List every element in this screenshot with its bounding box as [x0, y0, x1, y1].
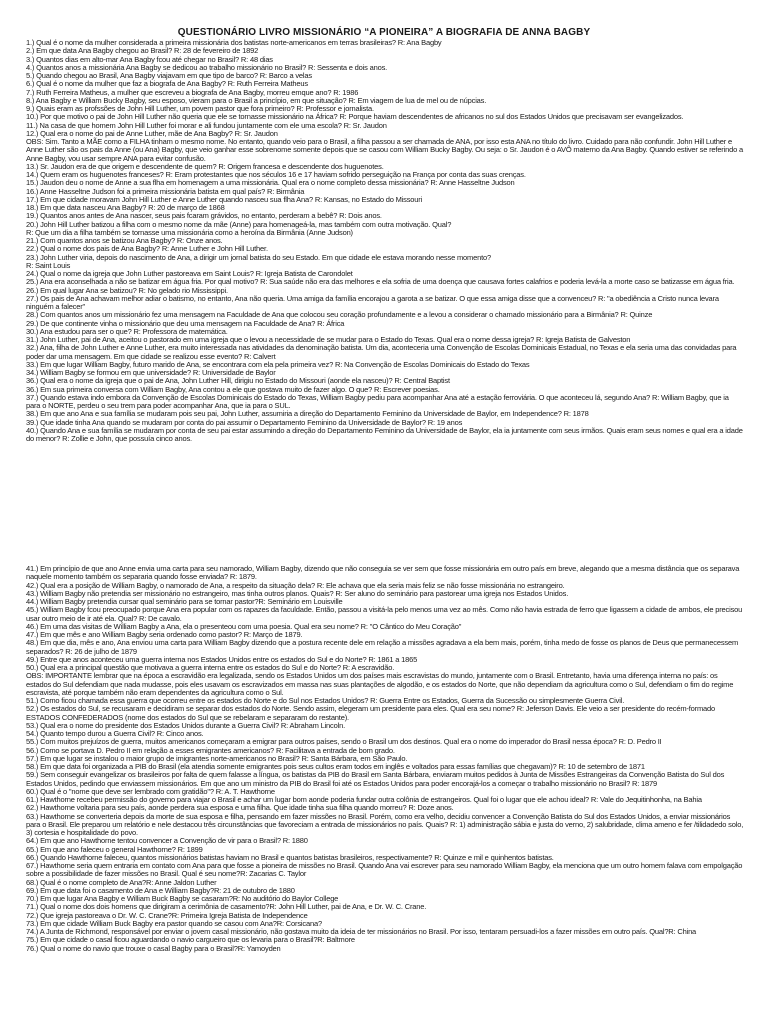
question-item: 66.) Quando Hawthorne faleceu, quantos missionários batistas haviam no Brasil e quantos batistas brasileiros, respectivamente? R: Quinze e mil e quinhentos batistas. — [26, 852, 554, 862]
question-item: 2.) Em que data Ana Bagby chegou ao Brasil? R: 28 de fevereiro de 1892 — [26, 46, 259, 56]
question-item: 76.) Qual o nome do navio que trouxe o casal Bagby para o Brasil?R: Yamoyden — [26, 943, 281, 953]
question-item: 18.) Em que data nasceu Ana Bagby? R: 20 de março de 1868 — [26, 203, 225, 212]
question-item: 41.) Em princípio de que ano Anne envia uma carta para seu namorado, William Bagby, dizendo que não conseguia se ver sem que fosse missionária em outro país em breve, alegando que a mesma distância que os separava naquele momento também os separaria quando fosse enviada? R: 1879. — [26, 564, 740, 582]
question-item: 59.) Sem conseguir evangelizar os brasileiros por falta de quem falasse a língua, os batistas da PIB do Brasil em Santa Bárbara, enviaram muitos pedidos à Junta de Missões Estrangeiras da Convenção Batista do Sul dos Estados Unidos, pedindo que enviassem missionários. Em que ano um ministro da PIB do Brasil foi até os Estados Unidos para poder encorajá-los a começar o trabalho missionário no Brasil? R: 1879 — [26, 770, 725, 788]
question-item: 47.) Em que mês e ano William Bagby seria ordenado como pastor? R: Março de 1879. — [26, 630, 303, 639]
question-item: 6.) Qual é o nome da mulher que faz a biografa de Ana Bagby? R: Ruth Ferreira Matheus — [26, 79, 308, 89]
question-item: 50.) Qual era a principal questão que motivava a guerra interna entre os estados do Sul e do Norte? R: A escravidão. — [26, 663, 395, 672]
question-item: 36.) Em sua primeira conversa com William Bagby, Ana contou a ele que gostava muito de fazer algo. O que? R: Escrever poesias. — [26, 384, 440, 394]
question-item: 30.) Ana estudou para ser o que? R: Professora de matemática. — [26, 326, 228, 336]
question-item: R: Saint Louis — [26, 260, 71, 270]
question-item: 73.) Em que cidade William Buck Bagby era pastor quando se casou com Ana?R: Corsicana? — [26, 918, 322, 928]
question-item: 54.) Quanto tempo durou a Guerra Civil? R: Cinco anos. — [26, 729, 204, 738]
question-item: 23.) John Luther viria, depois do nascimento de Ana, a dirigir um jornal batista do seu Estado. Em que cidade ele estava morando nesse momento? — [26, 252, 491, 262]
question-item: 4.) Quantos anos a missionária Ana Bagby se dedicou ao trabalho missionário no Brasil? R: Sessenta e dois anos. — [26, 62, 388, 72]
question-item: 48.) Em que dia, mês e ano, Ana enviou uma carta para William Bagby dizendo que a postura recente dele em relação a missões agradava a ela bem mais, porém, tinha medo de fosse os planos de Deus que permanecessem separados? R: 26 de julho de 1879 — [26, 638, 739, 656]
question-item: R: Que um dia a filha também se tornasse uma missionária como a heroína da Birmânia (Anne Judson) — [26, 227, 353, 237]
question-item: 63.) Hawthorne se converteria depois da morte de sua esposa e filha, pensando em fazer missões no Brasil. Porém, como era velho, decidiu convencer a Convenção Batista do Sul dos Estados Unidos, a enviar missionários para o Brasil. Ele preparou um relatório e nele destacou três circunstâncias que favoreciam a entrada de missionários no país. Quais? R: 1) administração sábia e justa do verno, 2) salubridade, clima ameno e fer /tilidadedo solo, 3) cortesia e hospitalidade do povo. — [26, 811, 744, 837]
question-item: 71.) Qual o nome dos dois homens que dirigiram a cerimônia de casamento?R: John Hill Luther, pai de Ana, e Dr. W. C. Crane. — [26, 902, 427, 912]
question-item: 29.) De que continente vinha o missionário que deu uma mensagem na Faculdade de Ana? R: África — [26, 318, 345, 328]
question-item: 11.) Na casa de que homem John Hill Luther foi morar e ali fundou juntamente com ele uma escola? R: Sr. Jaudon — [26, 120, 387, 130]
question-item: 20.) John Hill Luther batizou a filha com o mesmo nome da mãe (Anne) para homenageá-la, mas também com outra motivação. Qual? — [26, 219, 452, 229]
question-item: 31.) John Luther, pai de Ana, aceitou o pastorado em uma igreja que o levou a necessidade de se mudar para o Estado do Texas. Qual era o nome dessa igreja? R: Igreja Batista de Galveston — [26, 335, 631, 344]
question-item: 51.) Como ficou chamada essa guerra que ocorreu entre os estados do Norte e do Sul nos Estados Unidos? R: Guerra Entre os Estados, Guerra da Sucessão ou simplesmente Guerra Civil. — [26, 696, 625, 705]
question-item: 40.) Quando Ana e sua família se mudaram por conta de seu pai estar assumindo a direção do Departamento Feminino da Universidade de Baylor, ela ia juntamente com seus irmãos. Quais eram seus nomes e qual era a idade do menor? R: Zollie e John, que possuía cinco anos. — [26, 425, 743, 443]
question-item: 74.) A Junta de Richmond, responsável por enviar o jovem casal missionário, não gostava muito da ideia de ter missionários no Brasil. Por isso, tentaram persuadi-los a fazer missões em outro país. Qual?R: China — [26, 927, 697, 936]
question-item: 9.) Quais eram as profssões de John Hill Luther, um povem pastor que fora primeiro? R: Professor e jornalista. — [26, 104, 374, 113]
question-item: 49.) Entre que anos aconteceu uma guerra interna nos Estados Unidos entre os estados do Sul e do Norte? R: 1861 a 1865 — [26, 654, 418, 664]
question-item: 12.) Qual era o nome do pai de Anne Luther, mãe de Ana Bagby? R: Sr. Jaudon — [26, 128, 278, 138]
question-item: 65.) Em que ano faleceu o general Hawthorne? R: 1899 — [26, 844, 203, 854]
question-item: OBS: IMPORTANTE lembrar que na época a escravidão era legalizada, sendo os Estados Unidos um dos países mais escravistas do mundo, juntamente com o Brasil. Entretanto, havia uma diferença interna no país: os estados do Sul defendiam que nada mudasse, pois eles usavam os escravizados em massa nas suas plantações de algodão, e os estados do Norte, que não dependiam da agricultura como o Sul, defendiam o fim do regime escravista, até porque também não eram dependentes da agricultura como o Sul. — [26, 671, 734, 697]
question-item: 69.) Em que data foi o casamento de Ana e William Bagby?R: 21 de outubro de 1880 — [26, 885, 295, 895]
question-item: 32.) Ana, filha de John Luther e Anne Luther, era muito interessada nas atividades da denominação batista. Um dia, aconteceria uma Convenção de Escolas Dominicais Estadual, no Texas e ela seria uma das convidadas para poder dar uma mensagem. Em que cidade se realizou esse evento? R: Calvert — [26, 343, 737, 361]
question-item: 10.) Por que motivo o pai de John Hill Luther não queria que ele se tornasse missionário na África? R: Porque haviam descendentes de africanos no sul dos Estados Unidos que precisavam ser evangelizados. — [26, 112, 684, 122]
question-item: 52.) Os estados do Sul, se recusaram e decidiram se separar dos estados do Norte. Sendo assim, elegeram um presidente para eles. Qual era seu nome? R: Jeferson Davis. Ele veio a ser presidente do recém-formado ESTADOS CONFEDERADOS (nome dos estados do Sul que se rebelaram e separaram do restante). — [26, 704, 715, 722]
question-item: 3.) Quantos dias em alto-mar Ana Bagby fcou até chegar no Brasil? R: 48 dias — [26, 54, 273, 64]
question-item: 61.) Hawthorne recebeu permissão do governo para viajar o Brasil e achar um lugar bom aonde poderia fundar outra colônia de estrangeiros. Qual foi o lugar que ele achou ideal? R: Vale do Jequitinhonha, na Bahia — [26, 795, 702, 804]
questions-block-2 — [26, 565, 744, 953]
question-item: 39.) Que idade tinha Ana quando se mudaram por conta do pai assumir o Departamento Feminino da Universidade de Baylor? R: 19 anos — [26, 417, 463, 427]
question-item: 28.) Com quantos anos um missionário fez uma mensagem na Faculdade de Ana que colocou seu coração profundamente e a levou a considerar o chamado missionário para a Birmânia? R: Quinze — [26, 310, 653, 320]
question-item: 44.) William Bagby pretendia cursar qual seminário para se tornar pastor?R: Seminário em Louisville — [26, 597, 343, 606]
question-item: 8.) Ana Bagby e William Bucky Bagby, seu esposo, vieram para o Brasil a princípio, em que situação? R: Em viagem de lua de mel ou de núpcias. — [26, 95, 487, 105]
question-item: 37.) Quando estava indo embora da Convenção de Escolas Dominicais do Estado do Texas, William Bagby pediu para acompanhar Ana até a estação ferroviária. O que aconteceu lá, segundo Ana? R: William Bagby, que ia para o NORTE, perdeu o seu trem para poder acompanhar Ana, que ia para o SUL. — [26, 392, 729, 410]
question-item: 5.) Quando chegou ao Brasil, Ana Bagby viajavam em que tipo de barco? R: Barco a velas — [26, 71, 312, 80]
question-item: 21.) Com quantos anos se batizou Ana Bagby? R: Onze anos. — [26, 236, 223, 245]
question-item: 58.) Em que data foi organizada a PIB do Brasil (ela atendia somente emigrantes pois seus cultos eram todos em inglês e voltados para essas famílias que chegavam)? R: 10 de setembro de 1871 — [26, 762, 645, 771]
question-item: 36.) Qual era o nome da igreja que o pai de Ana, John Luther Hill, dirigiu no Estado do Missouri (aonde ela nasceu)? R: Central Baptist — [26, 376, 450, 386]
document-title: QUESTIONÁRIO LIVRO MISSIONÁRIO “A PIONEIRA” A BIOGRAFIA DE ANNA BAGBY — [177, 27, 591, 38]
question-item: 7.) Ruth Ferreira Matheus, a mulher que escreveu a biografa de Ana Bagby, morreu emque ano? R: 1986 — [26, 87, 359, 97]
questions-block-1 — [26, 39, 744, 443]
question-item: 13.) Sr. Jaudon era de que origem e descendente de quem? R: Origem francesa e descendente dos huguenotes. — [26, 161, 384, 171]
question-item: 14.) Quem eram os huguenotes franceses? R: Eram protestantes que nos séculos 16 e 17 haviam sofrido perseguição na França por conta das suas crenças. — [26, 170, 526, 179]
question-item: 17.) Em que cidade moravam John Hill Luther e Anne Luther quando nasceu sua flha Ana? R: Kansas, no Estado do Missouri — [26, 194, 423, 204]
question-item: 26.) Em qual lugar Ana se batizou? R: No gelado rio Mississippi. — [26, 285, 228, 295]
question-item: 46.) Em uma das visitas de William Bagby a Ana, ela o presenteou com uma poesia. Qual era seu nome? R: "O Cântico do Meu Coração" — [26, 621, 462, 631]
question-item: 25.) Ana era aconselhada a não se batizar em água fria. Por qual motivo? R: Sua saúde não era das melhores e ela sofria de uma doença que causava fortes calafrios e poderia levá-la a morte caso se batizasse em água fria. — [26, 277, 735, 287]
question-item: 33.) Em que lugar William Bagby, futuro marido de Ana, se encontrara com ela pela primeira vez? R: Na Convenção de Escolas Dominicais do Estado do Texas — [26, 359, 530, 369]
question-item: 75.) Em que cidade o casal ficou aguardando o navio cargueiro que os levaria para o Brasil?R: Baltmore — [26, 935, 355, 945]
question-item: 38.) Em que ano Ana e sua família se mudaram pois seu pai, John Luther, assumiria a direção do Departamento Feminino da Universidade de Baylor, em Independence? R: 1878 — [26, 409, 589, 419]
question-item: 57.) Em que lugar se instalou o maior grupo de imigrantes norte-americanos no Brasil? R: Santa Bárbara, em São Paulo. — [26, 753, 408, 763]
question-item: 68.) Qual é o nome completo de Ana?R: Anne Jaldon Luther — [26, 877, 217, 887]
question-item: 53.) Qual era o nome do presidente dos Estados Unidos durante a Guerra Civil? R: Abraham Lincoln. — [26, 720, 345, 730]
question-item: 27.) Os pais de Ana achavam melhor adiar o batismo, no entanto, Ana não queria. Uma amiga da família encorajou a garota a se batizar. O que essa amiga disse que a convenceu? R: "a obediência a Cristo nunca levara ninguém a falecer" — [26, 293, 719, 311]
question-item: 67.) Hawthorne seria quem entraria em contato com Ana para que fosse a pioneira de missões no Brasil. Quando Ana vai escrever para seu namorado William Bagby, ela menciona que um outro homem falava com empolgação sobre a possibilidade de fazer missões no Brasil. Qual é seu nome?R: Zacarias C. Taylor — [26, 861, 743, 879]
question-item: 56.) Como se portava D. Pedro II em relação a esses emigrantes americanos? R: Facilitava a entrada de bom grado. — [26, 745, 395, 755]
question-item: 34.) William Bagby se formou em que universidade? R: Universidade de Baylor — [26, 368, 276, 377]
question-item: OBS: Sim. Tanto a MÃE como a FILHA tinham o mesmo nome. No entanto, quando veio para o Brasil, a filha passou a ser chamada de ANA, por isso esta ANA no título do livro. Cuidado para não confundir. John Hill Luther e Anne Luther são os pais da Anne (ou Ana) Bagby, que veio ganhar esse sobrenome somente depois que se casou com William Bucky Bagby. Ou seja: o Sr. Jaudon é o AVÔ materno da Ana Bagby. Quando estiver se referindo a Anne Bagby, vou usar sempre ANA para evitar confusão. — [26, 137, 743, 163]
question-item: 43.) William Bagby não pretendia ser missionário no estrangeiro, mas tinha outros planos. Quais? R: Ser aluno do seminário para pastorear uma igreja nos Estados Unidos. — [26, 588, 569, 598]
question-item: 24.) Qual o nome da igreja que John Luther pastoreava em Saint Louis? R: Igreja Batista de Carondolet — [26, 269, 353, 278]
question-item: 62.) Hawthorne voltaria para seu país, aonde perdera sua esposa e uma filha. Que idade tinha sua filha quando morreu? R: Doze anos. — [26, 803, 454, 813]
question-item: 22.) Qual o nome dos pais de Ana Bagby? R: Anne Luther e John Hill Luther. — [26, 244, 268, 254]
question-item: 55.) Com muitos prejuízos de guerra, muitos americanos começaram a emigrar para outros países, sendo o Brasil um dos destinos. Qual era o nome do imperador do Brasil nessa época? R: D. Pedro II — [26, 737, 662, 747]
question-item: 42.) Qual era a posição de William Bagby, o namorado de Ana, a respeito da situação dela? R: Ele achava que ela seria mais feliz se não fosse missionária no estrangeiro. — [26, 580, 565, 590]
question-item: 16.) Anne Hasseltne Judson foi a primeira missionária batista em qual país? R: Birmânia — [26, 186, 305, 196]
question-item: 64.) Em que ano Hawthorne tentou convencer a Convenção de vir para o Brasil? R: 1880 — [26, 836, 308, 846]
question-item: 19.) Quantos anos antes de Ana nascer, seus pais fcaram grávidos, no entanto, perderam a bebê? R: Dois anos. — [26, 211, 382, 221]
question-item: 1.) Qual é o nome da mulher considerada a primeira missionária dos batistas norte-americanos em terras brasileiras? R: Ana Bagby — [26, 38, 442, 47]
question-item: 72.) Que igreja pastoreava o Dr. W. C. Crane?R: Primeira Igreja Batista de Independence — [26, 910, 308, 920]
question-item: 70.) Em que lugar Ana Bagby e William Buck Bagby se casaram?R: No auditório do Baylor College — [26, 894, 339, 903]
question-item: 60.) Qual é o "nome que deve ser lembrado com gratidão"? R: A. T. Hawthorne — [26, 786, 275, 796]
question-item: 15.) Jaudon deu o nome de Anne a sua flha em homenagem a uma missionária. Qual era o nome completo dessa missionária? R: Anne Hasseltne Judson — [26, 178, 515, 188]
question-item: 45.) William Bagby fcou preocupado porque Ana era popular com os rapazes da faculdade. Então, passou a visitá-la pelo menos uma vez ao mês. Como não havia estrada de ferro que ligassem a cidade de ambos, ele precisou usar outro meio de ir até ela. Qual? R: De cavalo. — [26, 605, 743, 623]
